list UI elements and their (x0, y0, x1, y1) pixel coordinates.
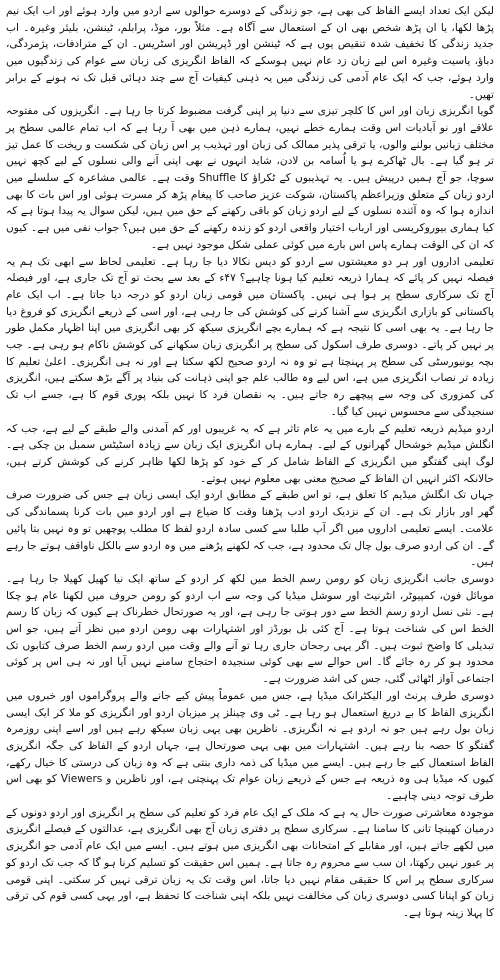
article-paragraph-6: دوسری جانب انگریزی زبان کو رومن رسم الخط میں لکھ کر اردو کے ساتھ ایک نیا کھیل کھیلا جا رہا ہے۔ موبائل فون، کمپیوٹر، انٹرنیٹ اور سوشل میڈیا کی وجہ سے اب اردو کو رومن حروف میں لکھنا عام ہو چکا ہے۔ نئی نسل اردو رسم الخط سے دور ہوتی جا رہی ہے، اور یہ صورتحال خطرناک ہے کیوں کہ زبان کا رسم الخط اس کی شناخت ہوتا ہے۔ آج کئی بل بورڈز اور اشتہارات بھی رومن اردو میں نظر آتے ہیں، جو اس تبدیلی کا واضح ثبوت ہیں۔ اگر یہی رجحان جاری رہا تو آنے والے وقت میں اردو رسم الخط صرف کتابوں تک محدود ہو کر رہ جائے گا۔ اس حوالے سے بھی کوئی سنجیدہ احتجاج سامنے نہیں آیا اور نہ ہی اس پر کوئی اجتماعی آواز اٹھائی گئی، جس کی اشد ضرورت ہے۔ (6, 572, 494, 686)
article-paragraph-2: گویا انگریزی زبان اور اس کا کلچر تیزی سے دنیا پر اپنی گرفت مضبوط کرتا جا رہا ہے۔ انگریزوں کی مفتوحہ علاقے اور نو آبادیات اس وقت ہمارے خطے نہیں، ہمارے ذہن میں بھی آ رہا ہے کہ اب تمام عالمی سطح پر مختلف زبانیں بولنے والوں، یا ترقی پذیر ممالک کی زبان اور تہذیب پر اس زبان کی شکست و ریخت کا عمل تیز تر ہو گیا ہے۔ بال ٹھاکرے ہو یا اُسامہ بن لادن، شاید انہوں نے بھی اپنی آنے والی نسلوں کے لیے کچھ نہیں سوچا، جو آج ہمیں درپیش ہیں۔ یہ تہذیبوں کے ٹکراؤ کا Shuffle وقت ہے۔ عالمی مشاعرہ کے سلسلے میں اردو زبان کے متعلق وزیراعظم پاکستان، شوکت عزیز صاحب کا پیغام پڑھ کر مسرت ہوئی اور اس بات کا بھی اندازہ ہوا کہ وہ آئندہ نسلوں کے لیے اردو زبان کو باقی رکھنے کے حق میں ہیں، لیکن سوال یہ پیدا ہوتا ہے کہ کیا ہماری بیوروکریسی اور ارباب اختیار واقعی اردو کو زندہ رکھنے کے حق میں ہیں؟ جواب نفی میں ہے۔ کیوں کہ ان کی الوقت ہمارے پاس اس بارے میں کوئی عملی شکل موجود نہیں ہے۔ (6, 105, 494, 251)
article-paragraph-7: دوسری طرف پرنٹ اور الیکٹرانک میڈیا ہے، جس میں عموماً پیش کیے جانے والے پروگراموں اور خبروں میں انگریزی الفاظ کا بے دریغ استعمال ہو رہا ہے۔ ٹی وی چینلز پر میزبان اردو اور انگریزی کو ملا کر ایک ایسی زبان بول رہے ہیں جو نہ اردو ہے نہ انگریزی۔ ناظرین بھی یہی زبان سیکھ رہے ہیں اور اسے اپنی روزمرہ گفتگو کا حصہ بنا رہے ہیں۔ اشتہارات میں بھی یہی صورتحال ہے، جہاں اردو کے الفاظ کی جگہ انگریزی الفاظ استعمال کیے جا رہے ہیں۔ ایسے میں میڈیا کی ذمہ داری بنتی ہے کہ وہ زبان کی درستی کا خیال رکھے، کیوں کہ میڈیا ہی وہ ذریعہ ہے جس کے ذریعے زبان عوام تک پہنچتی ہے، اور ناظرین و Viewers کو بھی اس طرف توجہ دینی چاہیے۔ (6, 689, 494, 803)
article-paragraph-4: اردو میڈیم ذریعہ تعلیم کے بارے میں یہ عام تاثر ہے کہ یہ غریبوں اور کم آمدنی والے طبقے کے لیے ہے، جب کہ انگلش میڈیم خوشحال گھرانوں کے لیے۔ ہمارے ہاں انگریزی ایک زبان سے زیادہ اسٹیٹس سمبل بن چکی ہے۔ لوگ اپنی گفتگو میں انگریزی کے الفاظ شامل کر کے خود کو پڑھا لکھا ظاہر کرنے کی کوشش کرتے ہیں، حالانکہ اکثر انہیں ان الفاظ کے صحیح معنی بھی معلوم نہیں ہوتے۔ (6, 422, 494, 485)
article-paragraph-8: موجودہ معاشرتی صورت حال یہ ہے کہ ملک کے ایک عام فرد کو تعلیم کی سطح پر انگریزی اور اردو دونوں کے درمیان کھینچا تانی کا سامنا ہے۔ سرکاری سطح پر دفتری زبان آج بھی انگریزی ہے، عدالتوں کے فیصلے انگریزی میں لکھے جاتے ہیں، اور مقابلے کے امتحانات بھی انگریزی میں ہوتے ہیں۔ ایسے میں ایک عام آدمی جو انگریزی پر عبور نہیں رکھتا، ان سب سے محروم رہ جاتا ہے۔ ہمیں اس حقیقت کو تسلیم کرنا ہو گا کہ جب تک اردو کو سرکاری سطح پر اس کا حقیقی مقام نہیں دیا جاتا، اس وقت تک یہ زبان ترقی نہیں کر سکتی۔ اپنی قومی زبان کو اپنانا کسی دوسری زبان کی مخالفت نہیں بلکہ اپنی شناخت کا تحفظ ہے، اور یہی کسی قوم کی ترقی کا پہلا زینہ ہوتا ہے۔ (6, 806, 494, 919)
article-paragraph-1: لیکن ایک تعداد ایسے الفاظ کی بھی ہے، جو زندگی کے دوسرے حوالوں سے اردو میں وارد ہوئے اور اب ایک نیم پڑھا لکھا، یا ان پڑھ شخص بھی ان کے استعمال سے آگاہ ہے۔ مثلاً بور، موڈ، پرابلم، ٹینشن، بلیئر وغیرہ۔ اب جدید زندگی کا تخفیف شدہ تنقیص یوں ہے کہ ٹینشن اور ڈپریشن اور اسٹریس۔ ان کے مترادفات، پژمردگی، دباؤ، یاسیت وغیرہ اس لیے زبان زد عام نہیں ہوسکے کہ الفاظ انگریزی کی زبان سے عوام کی زندگیوں میں وارد ہوئے، جب کہ ایک عام آدمی کی زندگی میں یہ ذہنی کیفیات آج سے چند دہائی قبل تک نہ ہونے کے برابر تھیں۔ (6, 5, 494, 101)
article-paragraph-3: تعلیمی اداروں اور ہر دو معیشتوں سے اردو کو دیس نکالا دیا جا رہا ہے۔ تعلیمی لحاظ سے ابھی تک ہم یہ فیصلہ نہیں کر پائے کہ ہمارا ذریعہ تعلیم کیا ہونا چاہیے؟ ۴۷ء کے بعد سے بحث تو آج تک جاری ہے، اور فیصلہ آج تک سرکاری سطح پر ہوا ہی نہیں۔ پاکستان میں قومی زبان اردو کو درجہ دیا جاتا ہے۔ اب ایک عام پاکستانی کو بازاری انگریزی سے آشنا کرنے کی کوشش کی جا رہی ہے، اور اسی کے ذریعے انگریزی کو فروغ دیا جا رہا ہے۔ یہ بھی اسی کا نتیجہ ہے کہ ہمارے بچے انگریزی سیکھ کر بھی انگریزی میں اپنا اظہار مکمل طور پر نہیں کر پاتے۔ دوسری طرف اسکول کی سطح پر انگریزی زبان سکھانے کی کوشش ناکام ہو رہی ہے۔ جب بچہ یونیورسٹی کی سطح پر پہنچتا ہے تو وہ نہ اردو صحیح لکھ سکتا ہے اور نہ ہی انگریزی۔ اعلیٰ تعلیم کا زیادہ تر نصاب انگریزی میں ہے، اس لیے وہ طالب علم جو اپنی ذہانت کی بنیاد پر آگے بڑھ سکتے ہیں، انگریزی کی کمزوری کی وجہ سے پیچھے رہ جاتے ہیں۔ یہ نقصان فرد کا نہیں بلکہ پوری قوم کا ہے، جسے اب تک سنجیدگی سے محسوس نہیں کیا گیا۔ (6, 255, 494, 418)
article-paragraph-5: جہاں تک انگلش میڈیم کا تعلق ہے، تو اس طبقے کے مطابق اردو ایک ایسی زبان ہے جس کی ضرورت صرف گھر اور بازار تک ہے۔ ان کے نزدیک اردو ادب پڑھنا وقت کا ضیاع ہے اور اردو میں بات کرنا پسماندگی کی علامت۔ ایسے تعلیمی اداروں میں اگر آپ طلبا سے کسی سادہ اردو لفظ کا مطلب پوچھیں تو وہ نہیں بتا پائیں گے۔ ان کی اردو صرف بول چال تک محدود ہے، جب کہ لکھنے پڑھنے میں وہ اردو سے بالکل ناواقف ہوتے جا رہے ہیں۔ (6, 489, 494, 569)
